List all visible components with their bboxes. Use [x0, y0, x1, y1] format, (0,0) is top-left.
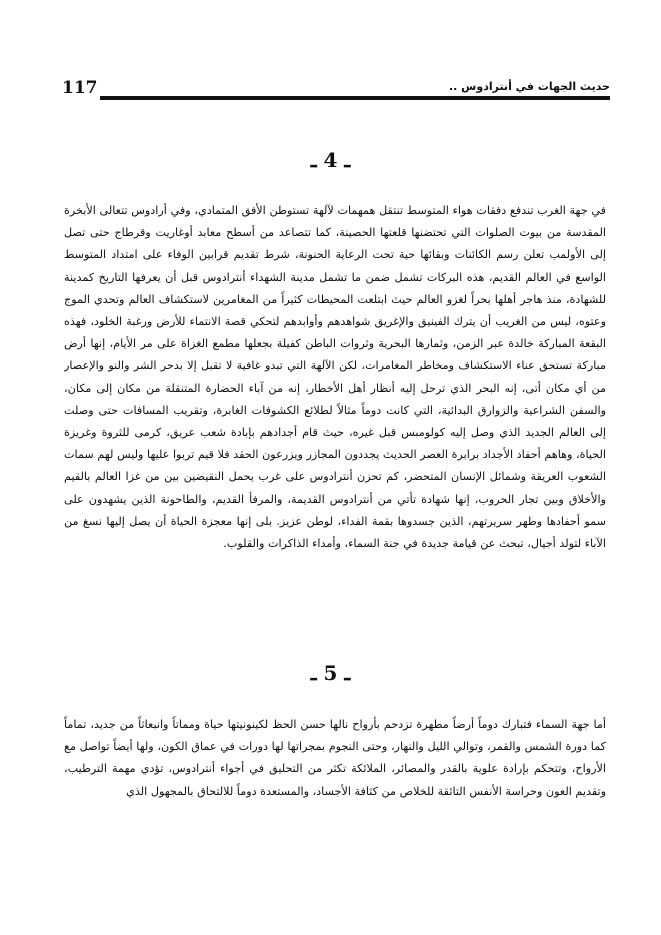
section-heading-5: ـ 5 ـ [310, 661, 351, 685]
section-heading-4: ـ 4 ـ [310, 148, 351, 172]
section-4-paragraph: في جهة الغرب تندفع دفقات هواء المتوسط تنتقل همهمات لآلهة تستوطن الأفق المتمادي، وفي أرادوس تتعالى الأبخرة المقدسة من بيوت الصلوات التي تحتضنها قلعتها الحصينة، كما تتصاعد من أسطح معابد أوغاريت وقرطاج حتى تصل إلى الأولمب تعلن رسم الكائنات وبقائها حية تحت الرعاية الحنونة، شرط تقديم قرابين الوفاء على امتداد المتوسط الواسع في العالم القديم، هذه البركات تشمل ضمن ما تشمل مدينة الشهداء أنترادوس قبل أن يعرفها التاريخ كمدينة للشهادة، منذ هاجر أهلها بحراً لغزو العالم حيث ابتلعت المحيطات كثيراً من المغامرين لاستكشاف العالم وتحدي الموج وعتوه، ليس من الغريب أن يترك الفينيق والإغريق شواهدهم وأوابدهم لتحكي قصة الانتماء للأرض ورغبة الخلود، فهذه البقعة المباركة خالدة عبر الزمن، وثمارها البحرية وثروات الباطن كفيلة بجعلها مطمع الغزاة على مر الأيام، إنها أرض مباركة تستحق عناء الاستكشاف ومخاطر المغامرات، لكن الآلهة التي تبدو غافية لا تقبل إلا بدحر الشر والنو والإعصار من أي مكان أتى، إنه البحر الذي ترحل إليه أنظار أهل الأخطار، إنه من آباء الحضارة المتنقلة من مكان إلى مكان، والسفن الشراعية والزوارق البدائية، التي كانت دوماً مثالاً لطلائع الكشوفات الغابرة، وتقريب المسافات حتى وصلت إلى العالم الجديد الذي وصل إليه كولومبس قبل غيره، حيث قام أجدادهم بإبادة شعب عريق، كرمى للثروة وغريزة الحياة، وهاهم أحفاد الأجداد برابرة العصر الحديث يجددون المجازر ويزرعون الحقد فلا قيم تربوا عليها وليس لهم سمات الشعوب العريقة وشمائل الإنسان المتحضر، كم تحزن أنترادوس على غرب يحمل النقيضين بين من غزا العالم بالقيم والأخلاق وبين تجار الحروب، إنها شهادة تأتي من أنترادوس القديمة، والمرفأ القديم، والطاحونة الذين يشهدون على سمو أحفادها وطهر سريرتهم، الذين جسدوها بقمة الفداء، لوطن عزيز. بلى إنها معجزة الحياة أن يصل إليها نسغ من الآباء لتولد أجيال، تبحث عن قيامة جديدة في جنة السماء، وأمداء الذاكرات والقلوب. [64, 204, 606, 551]
header-rule [100, 96, 610, 100]
page-number: 117 [62, 78, 98, 98]
running-header-title: حديث الجهات في أنترادوس .. [448, 80, 610, 93]
running-header [58, 78, 610, 102]
section-5-paragraph: أما جهة السماء فتبارك دوماً أرضاً مطهرة تزدحم بأرواح نالها حسن الحظ لكينونيتها حياة ومماتاً وانبعاثاً من جديد، تماماً كما دورة الشمس والقمر، وتوالي الليل والنهار، وحتى النجوم بمجراتها لها دورات في عماق الكون، ولها أيضاً تواصل مع الأرواح، وتتحكم بإرادة علوية بالقدر والمصائر، الملائكة تكثر من التحليق في أجواء أنترادوس، تؤدي مهمة الترطيب، وتقديم العون وحراسة الأنفس التائقة للخلاص من كثافة الأجساد، والمستعدة دوماً للالتحاق بالمجهول الذي [64, 718, 606, 798]
